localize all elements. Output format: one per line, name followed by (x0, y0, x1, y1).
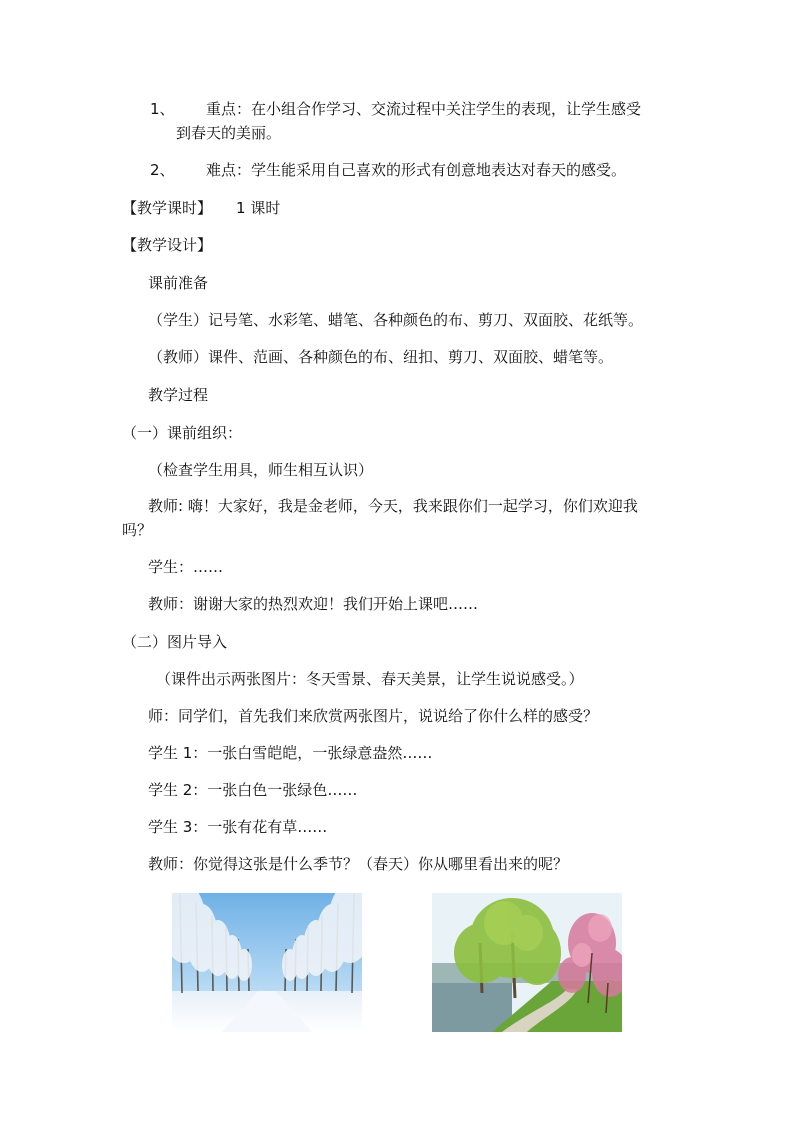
part1-student-line: 学生：…… (148, 558, 224, 576)
goal-2 (150, 160, 626, 180)
part1-teacher-line-2: 教师：谢谢大家的热烈欢迎！我们开始上课吧…… (148, 595, 479, 613)
prep-teacher: （教师）课件、范画、各种颜色的布、纽扣、剪刀、双面胶、蜡笔等。 (148, 348, 614, 366)
design-heading: 【教学设计】 (122, 236, 213, 254)
goal-text: 重点：在小组合作学习、交流过程中关注学生的表现，让学生感受 (206, 100, 642, 118)
lesson-time-value: 1 课时 (236, 199, 281, 217)
part1-teacher-line: 教师: 嗨！大家好，我是金老师，今天，我来跟你们一起学习，你们欢迎我 (148, 497, 638, 515)
goal-number: 1、 (150, 100, 175, 118)
prep-student: （学生）记号笔、水彩笔、蜡笔、各种颜色的布、剪刀、双面胶、花纸等。 (148, 311, 644, 329)
spring-willow-photo (432, 893, 622, 1032)
lesson-time-label: 【教学课时】 (122, 199, 213, 217)
part2-student-3: 学生 3：一张有花有草…… (148, 818, 328, 836)
winter-snow-photo (172, 893, 362, 1032)
part1-teacher-line-cont: 吗？ (122, 521, 153, 539)
part2-title: （二）图片导入 (122, 633, 228, 651)
lesson-time (122, 198, 280, 218)
prep-heading: 课前准备 (148, 274, 209, 292)
part2-teacher-line-2: 教师：你觉得这张是什么季节？（春天）你从哪里看出来的呢？ (148, 855, 569, 873)
part2-student-1: 学生 1：一张白雪皑皑，一张绿意盎然…… (148, 744, 433, 762)
part2-note: （课件出示两张图片：冬天雪景、春天美景，让学生说说感受。） (156, 670, 584, 688)
goal-text: 难点：学生能采用自己喜欢的形式有创意地表达对春天的感受。 (206, 161, 627, 179)
part2-teacher-line: 师：同学们，首先我们来欣赏两张图片，说说给了你什么样的感受？ (148, 707, 599, 725)
process-heading: 教学过程 (148, 386, 209, 404)
goal-number: 2、 (150, 161, 175, 179)
part2-student-2: 学生 2：一张白色一张绿色…… (148, 781, 358, 799)
part1-note: （检查学生用具，师生相互认识） (148, 461, 374, 479)
part1-title: （一）课前组织： (122, 424, 243, 442)
goal-text-continued: 到春天的美丽。 (176, 124, 282, 142)
